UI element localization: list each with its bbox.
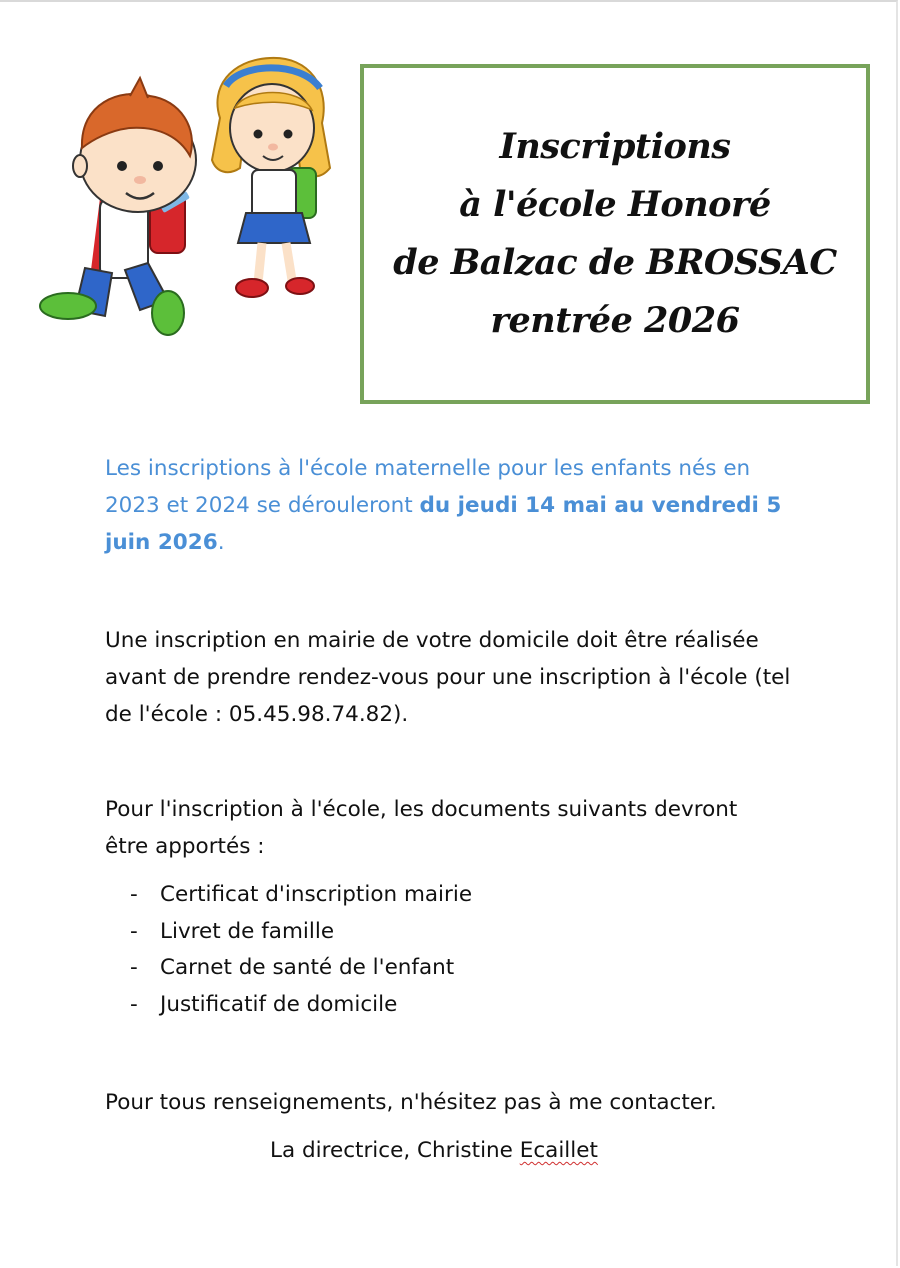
intro-text: Les inscriptions à l'école maternelle pour les enfants nés en 2023 et 2024 se dérouleront xyxy=(105,456,751,518)
intro-paragraph xyxy=(105,450,795,561)
list-item-text: Certificat d'inscription mairie xyxy=(160,882,473,907)
title-line-1: Inscriptions xyxy=(499,126,731,167)
list-marker: - xyxy=(130,882,138,907)
list-item-text: Justificatif de domicile xyxy=(160,991,398,1017)
intro-dates: du jeudi 14 mai au vendredi 5 juin 2026 xyxy=(105,493,782,555)
signature-surname: Ecaillet xyxy=(519,1138,598,1163)
list-item xyxy=(130,950,472,987)
signature xyxy=(270,1133,598,1169)
list-item xyxy=(130,914,472,951)
signature-prefix: La directrice, Christine xyxy=(270,1138,520,1163)
documents-list xyxy=(130,877,472,1023)
girl-figure xyxy=(212,58,330,297)
list-marker: - xyxy=(130,955,138,980)
children-illustration xyxy=(30,48,350,348)
list-item xyxy=(130,987,472,1024)
list-item-text: Carnet de santé de l'enfant xyxy=(160,955,455,980)
contact-line: Pour tous renseignements, n'hésitez pas à me contacter. xyxy=(105,1090,717,1115)
title-frame xyxy=(360,64,870,404)
list-item-text: Livret de famille xyxy=(160,918,335,944)
boy-figure xyxy=(40,78,196,335)
mairie-paragraph: Une inscription en mairie de votre domicile doit être réalisée avant de prendre rendez-vous pour une inscription à l'école (tel de l'école : 05.45.98.74.82). xyxy=(105,628,791,727)
title-line-4: rentrée 2026 xyxy=(490,300,740,341)
list-marker: - xyxy=(130,918,138,944)
list-marker: - xyxy=(130,991,138,1017)
intro-end: . xyxy=(217,530,225,555)
list-item xyxy=(130,877,472,914)
title-line-3: de Balzac de BROSSAC xyxy=(393,242,837,283)
title-line-2: à l'école Honoré xyxy=(459,184,771,225)
documents-intro: Pour l'inscription à l'école, les documents suivants devront être apportés : xyxy=(105,797,738,859)
